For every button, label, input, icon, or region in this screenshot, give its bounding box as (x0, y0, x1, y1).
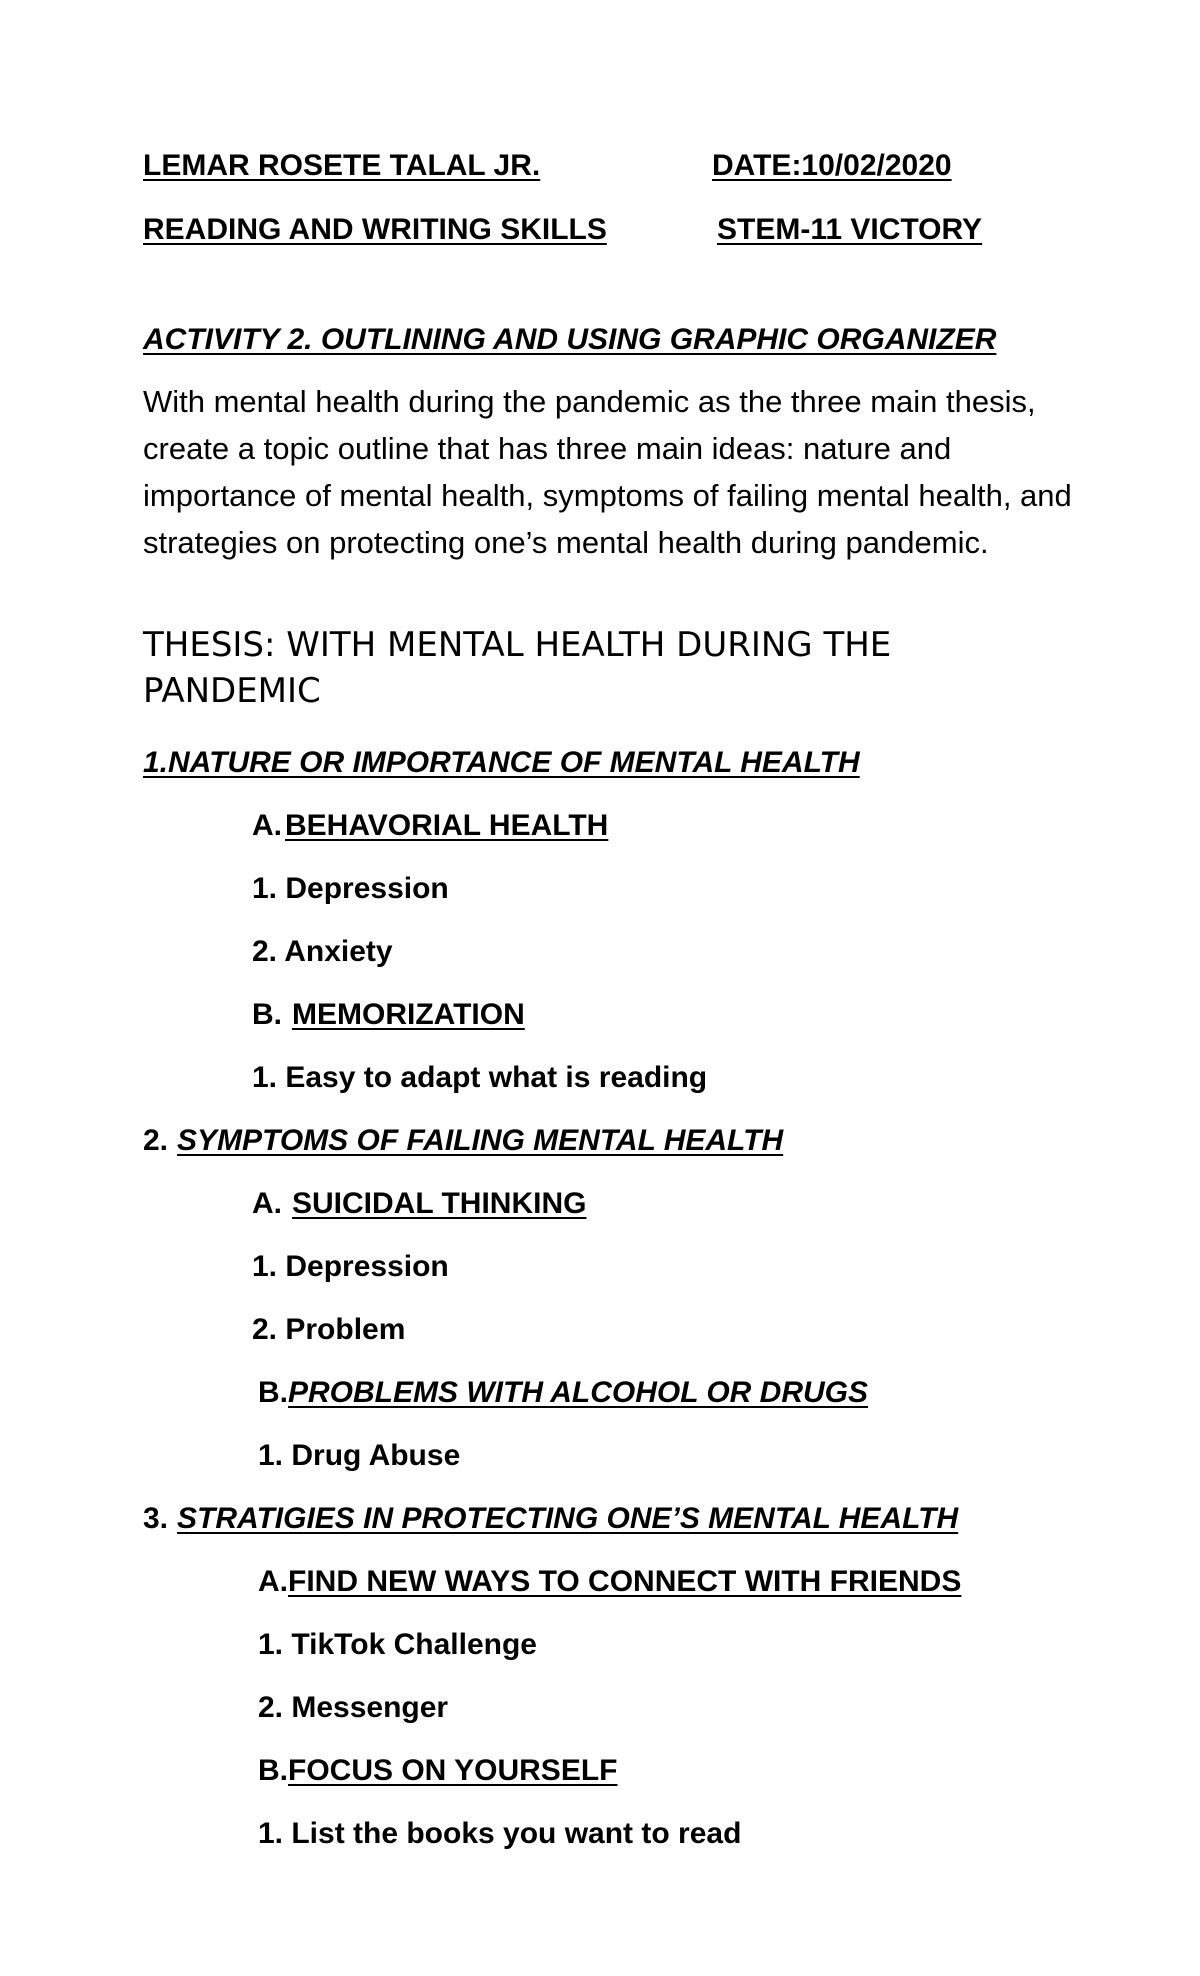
section-2-a-label: SUICIDAL THINKING (292, 1187, 587, 1220)
section-2-a-item-2: 2. Problem (252, 1313, 406, 1346)
section-1-b-item-1: 1. Easy to adapt what is reading (252, 1061, 708, 1094)
section-1-b-prefix: B. (252, 998, 282, 1031)
section-2-number: 2. (143, 1124, 169, 1157)
thesis-statement: THESIS: WITH MENTAL HEALTH DURING THE PANDEMIC (143, 625, 892, 711)
section-3-b-label: FOCUS ON YOURSELF (288, 1754, 618, 1787)
section-label: STEM-11 VICTORY (717, 213, 983, 246)
section-2-heading-row (143, 1123, 783, 1159)
section-1-b (252, 997, 525, 1033)
section-3-a-label: FIND NEW WAYS TO CONNECT WITH FRIENDS (288, 1565, 962, 1598)
section-1-a (252, 808, 608, 844)
section-2-b-label: PROBLEMS WITH ALCOHOL OR DRUGS (288, 1376, 868, 1409)
section-2-b-prefix: B. (258, 1376, 288, 1409)
section-1-b-label: MEMORIZATION (292, 998, 525, 1031)
section-3-b-item-1: 1. List the books you want to read (258, 1817, 742, 1850)
section-2-b (258, 1375, 868, 1411)
activity-title: ACTIVITY 2. OUTLINING AND USING GRAPHIC ORGANIZER (143, 323, 997, 356)
section-2-b-item-1: 1. Drug Abuse (258, 1439, 461, 1472)
section-3-heading: STRATIGIES IN PROTECTING ONE’S MENTAL HEALTH (177, 1502, 959, 1535)
section-3-a-prefix: A. (258, 1565, 288, 1598)
section-3-heading-row (143, 1501, 958, 1537)
section-1-heading: 1.NATURE OR IMPORTANCE OF MENTAL HEALTH (143, 746, 860, 779)
instructions-paragraph: With mental health during the pandemic as the three main thesis, create a topic outline that has three main ideas: nature and importance of mental health, symptoms of failing mental health, and strategies on protecting one’s mental health during pandemic. (143, 384, 1072, 560)
section-2-a (252, 1186, 586, 1222)
section-2-a-item-1: 1. Depression (252, 1250, 449, 1283)
subject-label: READING AND WRITING SKILLS (143, 213, 607, 246)
section-3-b (258, 1753, 617, 1789)
section-1-a-item-2: 2. Anxiety (252, 935, 393, 968)
date-label: DATE:10/02/2020 (712, 149, 952, 182)
section-3-number: 3. (143, 1502, 169, 1535)
section-1-a-item-1: 1. Depression (252, 872, 449, 905)
section-3-a-item-1: 1. TikTok Challenge (258, 1628, 537, 1661)
section-3-a (258, 1564, 961, 1600)
section-2-heading: SYMPTOMS OF FAILING MENTAL HEALTH (177, 1124, 784, 1157)
student-name: LEMAR ROSETE TALAL JR. (143, 149, 541, 182)
section-1-a-label: BEHAVORIAL HEALTH (285, 809, 609, 842)
section-3-b-prefix: B. (258, 1754, 288, 1787)
section-3-a-item-2: 2. Messenger (258, 1691, 449, 1724)
section-1-a-prefix: A. (252, 809, 282, 842)
section-2-a-prefix: A. (252, 1187, 282, 1220)
